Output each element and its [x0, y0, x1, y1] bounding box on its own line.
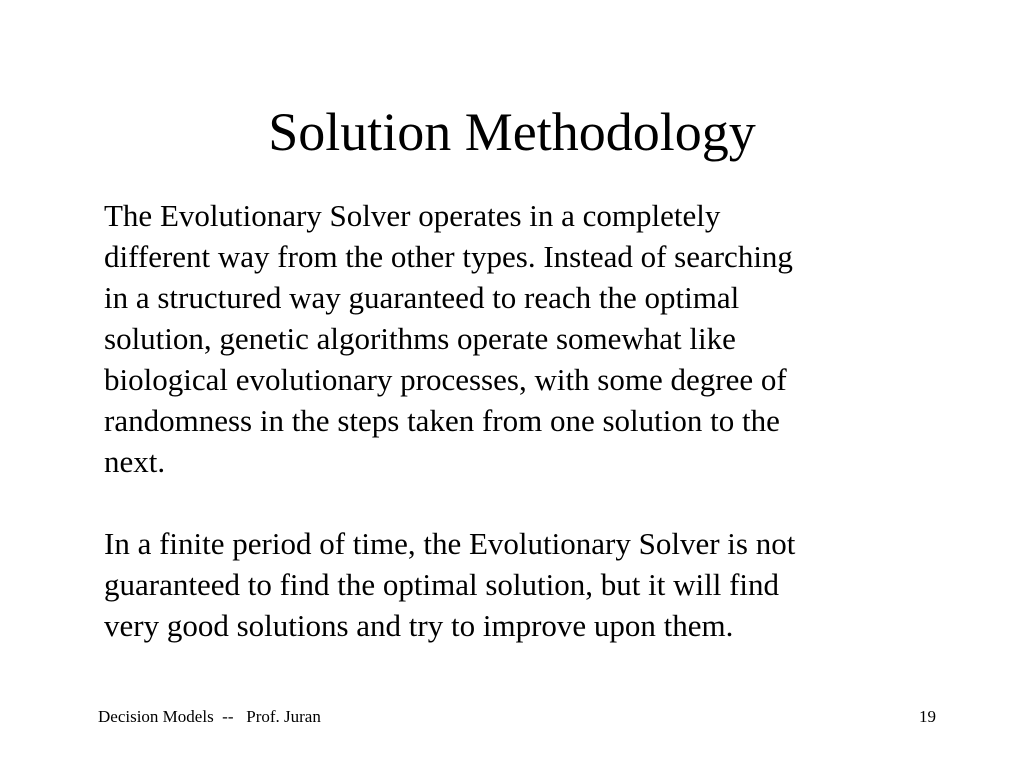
body-paragraph-2: In a finite period of time, the Evolutionary Solver is not guaranteed to find the optimal solution, but it will find very good solutions and try to improve upon them. — [104, 526, 796, 643]
slide-title: Solution Methodology — [268, 102, 756, 162]
footer-page-number: 19 — [919, 707, 936, 726]
footer-course-label: Decision Models -- Prof. Juran — [98, 707, 321, 726]
body-paragraph-1: The Evolutionary Solver operates in a completely different way from the other types. Instead of searching in a structured way guaranteed to reach the optimal solution, genetic algorithms operate somewhat like biological evolutionary processes, with some degree of randomness in the steps taken from one solution to the next. — [104, 198, 793, 479]
slide-body — [104, 195, 964, 646]
